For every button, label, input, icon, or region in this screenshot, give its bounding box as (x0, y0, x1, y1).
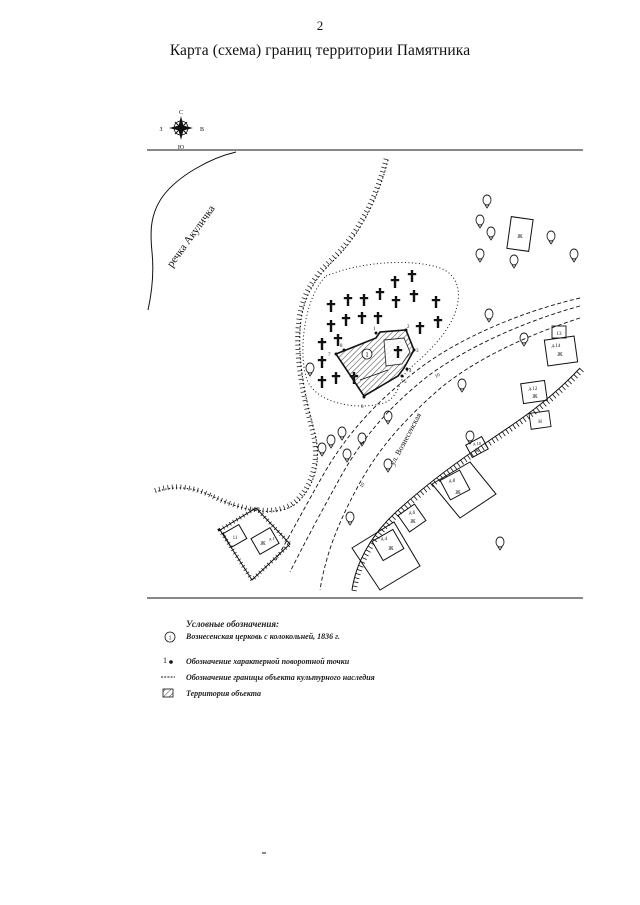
compass-west-label: З (159, 127, 163, 133)
compass-north-label: С (178, 110, 184, 116)
house-number: д.1 (269, 536, 275, 541)
ravine-ticks (154, 159, 386, 510)
property-fence-south (352, 368, 580, 590)
legend-object-symbol (165, 632, 175, 642)
house-mark: Ж (474, 449, 480, 454)
house-top-right (507, 217, 533, 252)
point-label: 2 (407, 325, 410, 330)
legend-title: Условные обозначения: (186, 619, 279, 629)
svg-text:1: 1 (163, 656, 167, 665)
legend-point-symbol (163, 656, 173, 665)
object-territory (336, 330, 414, 396)
house-number: д.14 (551, 344, 561, 349)
small-building-label: Н (538, 420, 542, 425)
house-mark: Ж (410, 519, 416, 525)
house-mark: Ж (532, 394, 538, 400)
legend-item-text: Обозначение характерной поворотной точки (186, 657, 350, 666)
road-marker: 10 (359, 482, 367, 490)
point-label: 3 (416, 349, 419, 354)
property-fence-ticks (354, 370, 582, 592)
legend-item-text: Обозначение границы объекта культурного наследия (186, 673, 375, 682)
house-mark: Ж (455, 490, 461, 496)
point-label: 1 (373, 327, 376, 332)
compass-east-label: В (199, 127, 205, 133)
street-label: ул. Вознесенская (387, 411, 424, 467)
page-number: 2 (316, 18, 324, 33)
house-number: д.10 (473, 441, 481, 446)
legend-territory-symbol (163, 689, 173, 697)
page-title: Карта (схема) границ территории Памятника (169, 42, 471, 59)
legend-item-text: Территория объекта (186, 689, 262, 698)
object-number-label: 1 (365, 351, 369, 359)
legend-item-text: Вознесенская церковь с колокольней, 1836 г. (186, 632, 340, 641)
house-number: д.8 (448, 479, 456, 484)
house-mark: Ж (557, 352, 563, 358)
house-mark: Ж (517, 234, 523, 240)
svg-text:1: 1 (168, 635, 172, 642)
point-label: 5 (404, 380, 407, 385)
house-d12 (521, 380, 551, 429)
house-mark: Ж (388, 546, 394, 552)
point-label: 4 (409, 369, 412, 374)
lot-bottom-left (220, 508, 290, 580)
point-label: 8 (340, 344, 343, 349)
house-number: д.12 (528, 387, 538, 392)
scan-mark (262, 852, 266, 854)
point-label: 6 (361, 405, 364, 410)
compass-rose-icon (159, 110, 204, 151)
road-marker: 10 (434, 372, 442, 380)
road-edge-mid (290, 306, 580, 572)
house-number: д.4 (380, 537, 388, 542)
compass-south-label: Ю (177, 145, 185, 151)
house-number: д.6 (408, 511, 416, 516)
house-d8 (432, 462, 496, 518)
small-building-label: 13 (556, 332, 562, 337)
house-d14 (544, 326, 577, 366)
small-building-label: 11 (232, 536, 238, 541)
river-label: речка Акуличка (164, 203, 218, 270)
house-mark: Ж (260, 541, 266, 547)
ravine-edge-upper (156, 160, 388, 511)
point-label: 7 (328, 353, 331, 358)
